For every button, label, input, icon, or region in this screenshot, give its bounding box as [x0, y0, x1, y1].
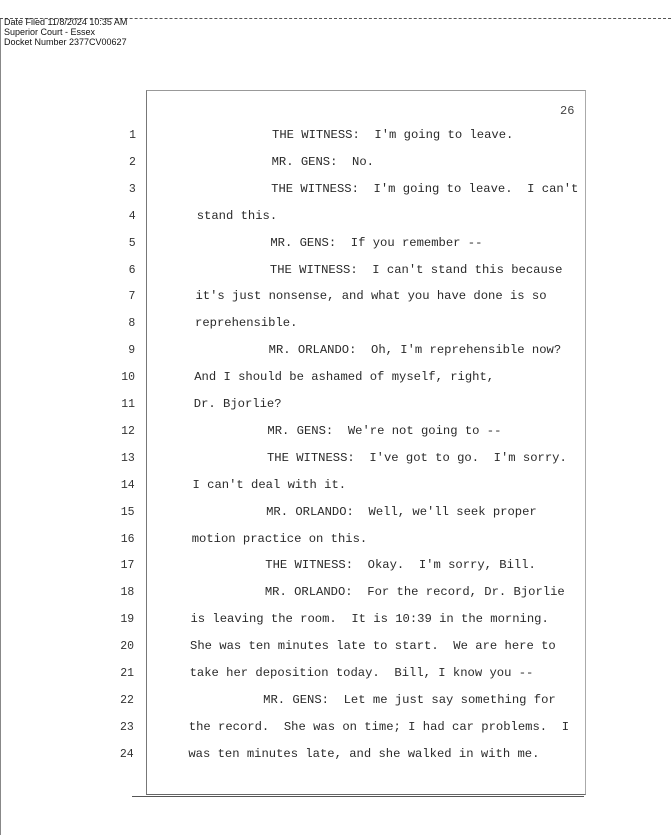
transcript-line: stand this.	[196, 208, 278, 223]
transcript-line: And I should be ashamed of myself, right,	[194, 370, 495, 385]
transcript-line: motion practice on this.	[191, 531, 368, 546]
transcript-line: MR. ORLANDO: For the record, Dr. Bjorlie	[264, 585, 565, 600]
transcript-line: THE WITNESS: I've got to go. I'm sorry.	[266, 450, 567, 465]
line-number: 8	[128, 317, 136, 331]
transcript-line: She was ten minutes late to start. We are here to	[190, 639, 556, 654]
transcript-line: MR. GENS: No.	[271, 154, 374, 169]
line-number: 21	[120, 667, 134, 680]
date-filed: Date Filed 11/8/2024 10:35 AM	[4, 17, 128, 27]
line-number: 15	[120, 505, 135, 519]
transcript-line: I can't deal with it.	[192, 477, 347, 492]
transcript-line: Dr. Bjorlie?	[193, 397, 282, 411]
line-number: 13	[120, 451, 135, 465]
line-number: 2	[128, 155, 136, 169]
line-number: 1	[129, 129, 136, 142]
transcript-line: THE WITNESS: I can't stand this because	[269, 262, 563, 277]
transcript-line: MR. GENS: We're not going to --	[267, 423, 502, 438]
line-number: 22	[120, 693, 134, 707]
line-number: 20	[120, 640, 135, 654]
transcript-line: is leaving the room. It is 10:39 in the morning.	[190, 612, 549, 627]
line-number: 4	[128, 209, 136, 223]
line-number: 5	[128, 236, 136, 250]
line-number: 19	[120, 613, 135, 627]
line-number: 14	[120, 478, 135, 492]
transcript-line: reprehensible.	[195, 316, 298, 331]
line-number: 10	[121, 371, 136, 385]
line-number: 6	[128, 263, 136, 277]
court-name: Superior Court - Essex	[4, 27, 96, 37]
transcript-line: take her deposition today. Bill, I know you --	[189, 666, 534, 680]
transcript-line: MR. GENS: Let me just say something for	[263, 692, 556, 707]
transcript-line: was ten minutes late, and she walked in with me.	[188, 746, 540, 761]
line-number: 17	[120, 559, 135, 573]
line-number: 7	[128, 290, 136, 304]
line-number: 18	[120, 586, 135, 600]
transcript-line: MR. ORLANDO: Oh, I'm reprehensible now?	[268, 343, 562, 358]
docket-number: Docket Number 2377CV00627	[4, 37, 127, 47]
transcript-line: THE WITNESS: I'm going to leave. I can't	[271, 181, 579, 196]
filing-stamp	[4, 17, 127, 47]
line-number: 16	[120, 532, 135, 546]
transcript-line: THE WITNESS: I'm going to leave.	[272, 128, 514, 142]
page-number: 26	[560, 104, 575, 118]
transcript-line: MR. GENS: If you remember --	[270, 235, 483, 250]
line-number: 24	[119, 747, 134, 761]
transcript-line: THE WITNESS: Okay. I'm sorry, Bill.	[265, 558, 536, 573]
transcript-line: MR. ORLANDO: Well, we'll seek proper	[266, 504, 537, 519]
line-number: 23	[119, 720, 134, 734]
transcript-line: the record. She was on time; I had car problems. I	[188, 719, 570, 734]
line-number: 3	[128, 182, 136, 196]
line-number: 11	[121, 398, 135, 411]
left-page-edge	[0, 18, 1, 835]
transcript-line: it's just nonsense, and what you have done is so	[195, 289, 547, 304]
line-number: 9	[128, 344, 136, 358]
page-bottom-rule	[132, 796, 584, 797]
line-number: 12	[121, 424, 135, 438]
